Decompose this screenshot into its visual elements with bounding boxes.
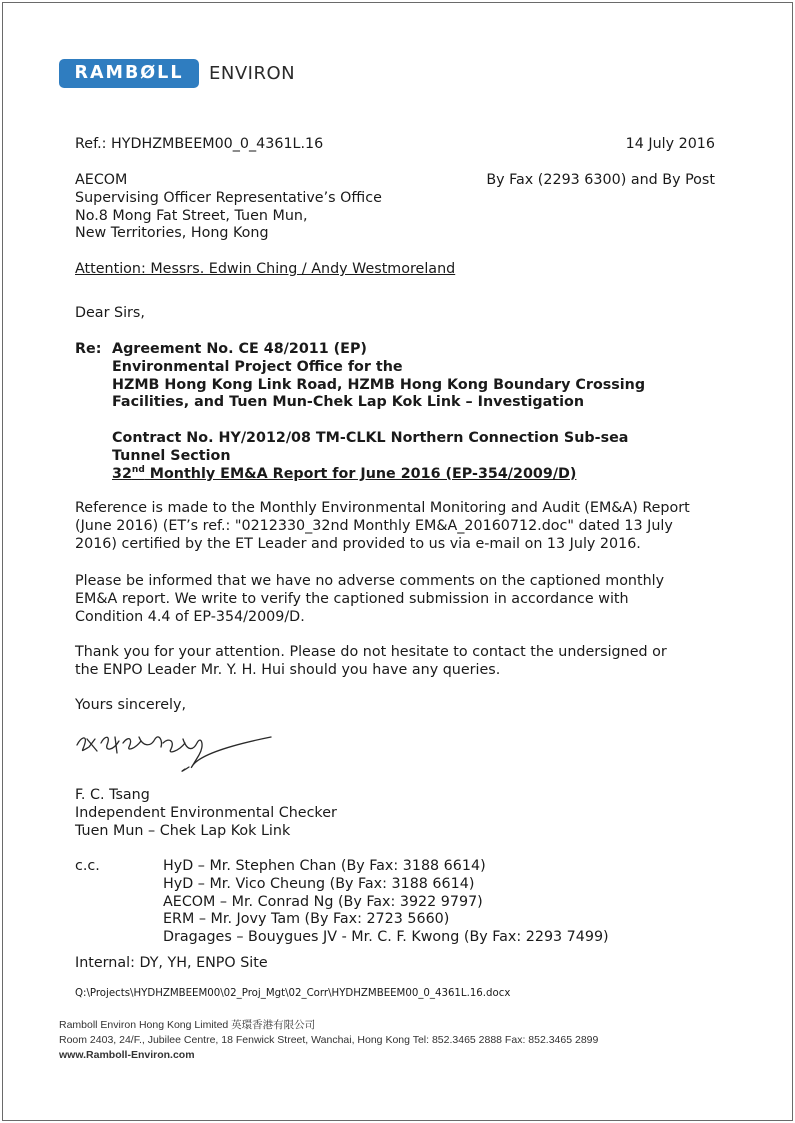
- closing: Yours sincerely,: [75, 697, 186, 713]
- cc-item: ERM – Mr. Jovy Tam (By Fax: 2723 5660): [163, 911, 450, 928]
- cc-item: Dragages – Bouygues JV - Mr. C. F. Kwong (By Fax: 2293 7499): [163, 929, 609, 946]
- logo-environ-text: ENVIRON: [209, 63, 296, 84]
- signatory-project: Tuen Mun – Chek Lap Kok Link: [75, 822, 291, 839]
- paragraph-thanks: [75, 644, 715, 680]
- paragraph-reference: [75, 500, 715, 553]
- paragraph-comments: [75, 573, 715, 626]
- subject-line: Environmental Project Office for the: [112, 358, 403, 375]
- cc-list: [163, 858, 609, 947]
- signatory-block: [75, 787, 337, 840]
- subject-line: Agreement No. CE 48/2011 (EP): [112, 341, 367, 357]
- recipient-line: New Territories, Hong Kong: [75, 225, 269, 242]
- report-title-rest: Monthly EM&A Report for June 2016 (EP-354/2009/D): [144, 465, 577, 482]
- signatory-title: Independent Environmental Checker: [75, 804, 337, 821]
- recipient-line: AECOM: [75, 172, 128, 188]
- report-number: 32: [112, 465, 132, 482]
- reference-number: Ref.: HYDHZMBEEM00_0_4361L.16: [75, 136, 324, 152]
- delivery-method: By Fax (2293 6300) and By Post: [486, 172, 715, 188]
- contract-line: Tunnel Section: [112, 447, 231, 464]
- recipient-address: [75, 172, 382, 243]
- cc-item: HyD – Mr. Vico Cheung (By Fax: 3188 6614): [163, 875, 475, 892]
- paragraph-line: Reference is made to the Monthly Environmental Monitoring and Audit (EM&A) Report: [75, 500, 690, 516]
- contract-line: Contract No. HY/2012/08 TM-CLKL Northern Connection Sub-sea: [112, 430, 629, 446]
- ramboll-logo: RAMBØLL: [59, 59, 199, 88]
- paragraph-line: (June 2016) (ET’s ref.: "0212330_32nd Monthly EM&A_20160712.doc" dated 13 July: [75, 517, 673, 534]
- recipient-line: No.8 Mong Fat Street, Tuen Mun,: [75, 207, 308, 224]
- cc-item: HyD – Mr. Stephen Chan (By Fax: 3188 6614): [163, 858, 486, 874]
- file-path: Q:\Projects\HYDHZMBEEM00\02_Proj_Mgt\02_Corr\HYDHZMBEEM00_0_4361L.16.docx: [75, 988, 511, 999]
- signatory-name: F. C. Tsang: [75, 787, 150, 803]
- subject-block: [112, 341, 715, 412]
- subject-line: Facilities, and Tuen Mun-Chek Lap Kok Link – Investigation: [112, 394, 584, 411]
- cc-label: c.c.: [75, 858, 100, 874]
- report-title: [112, 466, 715, 484]
- paragraph-line: Condition 4.4 of EP-354/2009/D.: [75, 608, 305, 625]
- footer-website: www.Ramboll-Environ.com: [59, 1049, 195, 1061]
- contract-block: [112, 430, 715, 483]
- handwritten-signature: [71, 721, 281, 781]
- paragraph-line: Thank you for your attention. Please do not hesitate to contact the undersigned or: [75, 644, 667, 660]
- subject-line: HZMB Hong Kong Link Road, HZMB Hong Kong Boundary Crossing: [112, 376, 646, 393]
- footer-address: Room 2403, 24/F., Jubilee Centre, 18 Fenwick Street, Wanchai, Hong Kong Tel: 852.3465 2888 Fax: 852.3465 2899: [59, 1034, 599, 1046]
- letter-date: 14 July 2016: [625, 136, 715, 152]
- attention-line: Attention: Messrs. Edwin Ching / Andy Westmoreland: [75, 261, 456, 277]
- cc-item: AECOM – Mr. Conrad Ng (By Fax: 3922 9797): [163, 893, 483, 910]
- paragraph-line: EM&A report. We write to verify the captioned submission in accordance with: [75, 590, 629, 607]
- report-ordinal: nd: [131, 464, 145, 475]
- subject-label: Re:: [75, 341, 102, 357]
- internal-distribution: Internal: DY, YH, ENPO Site: [75, 955, 268, 971]
- letter-page: [2, 2, 793, 1121]
- paragraph-line: Please be informed that we have no adverse comments on the captioned monthly: [75, 573, 665, 589]
- salutation: Dear Sirs,: [75, 305, 145, 321]
- footer-company: Ramboll Environ Hong Kong Limited 英環香港有限公司: [59, 1019, 316, 1031]
- recipient-line: Supervising Officer Representative’s Office: [75, 189, 382, 206]
- paragraph-line: 2016) certified by the ET Leader and provided to us via e-mail on 13 July 2016.: [75, 535, 641, 552]
- paragraph-line: the ENPO Leader Mr. Y. H. Hui should you have any queries.: [75, 661, 501, 678]
